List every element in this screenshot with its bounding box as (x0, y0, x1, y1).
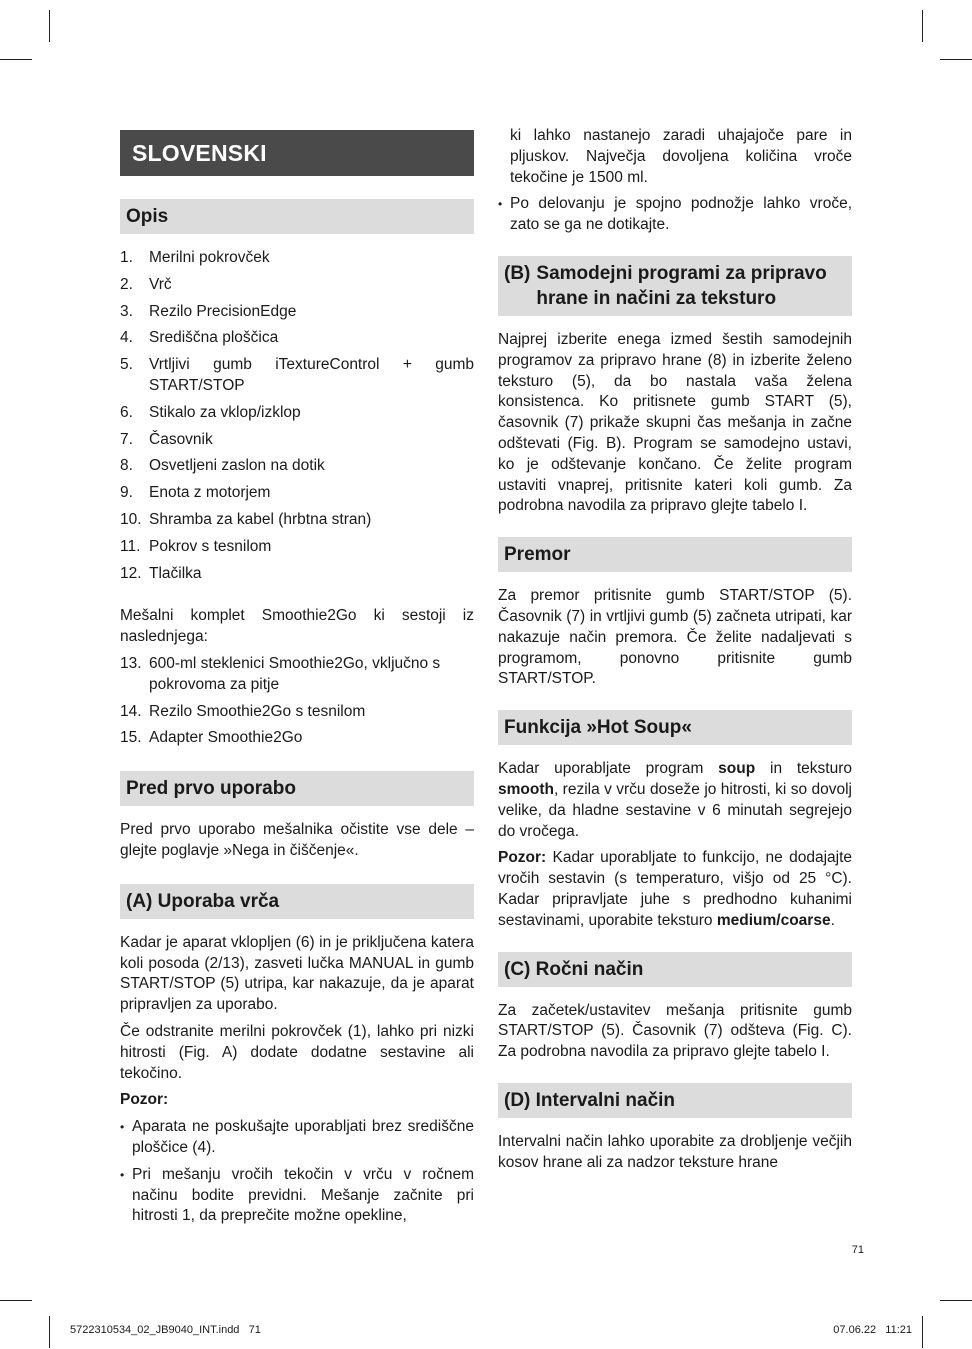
list-item: • Po delovanju je spojno podnožje lahko vroče, zato se ga ne dotikajte. (498, 195, 852, 234)
section-heading-hotsoup: Funkcija »Hot Soup« (498, 710, 852, 745)
list-item: 9. Enota z motorjem (120, 484, 271, 502)
section-heading-opis: Opis (120, 199, 474, 234)
section-heading-intervalni: (D) Intervalni način (498, 1083, 852, 1118)
rocni-text: Za začetek/ustavitev mešanja pritisnite gumb START/STOP (5). Časovnik (7) odšteva (Fig. C). Za podrobna navodila za pripravo glejte tabelo I. (498, 1001, 852, 1061)
parts-list (120, 248, 474, 584)
page-number: 71 (851, 1244, 864, 1256)
left-column (120, 130, 474, 1233)
warning-list (120, 1117, 474, 1227)
list-item: 12. Tlačilka (120, 564, 202, 582)
section-heading-pred: Pred prvo uporabo (120, 771, 474, 806)
section-heading-programi: (B) Samodejni programi za pripravo hrane in načini za teksturo (498, 256, 852, 316)
list-item: 6. Stikalo za vklop/izklop (120, 403, 301, 421)
section-heading-rocni: (C) Ročni način (498, 952, 852, 987)
right-column (498, 126, 852, 1180)
footer-date: 07.06.22 11:21 (833, 1324, 912, 1336)
list-item: 11. Pokrov s tesnilom (120, 537, 272, 555)
section-heading-uporaba: (A) Uporaba vrča (120, 884, 474, 919)
list-item: 5. Vrtljivi gumb iTextureControl + gumb START/STOP (120, 356, 474, 394)
list-item: • Aparata ne poskušajte uporabljati brez središčne ploščice (4). (120, 1118, 474, 1156)
list-item: 7. Časovnik (120, 430, 213, 448)
warning-list-cont (498, 194, 852, 236)
kit-intro: Mešalni komplet Smoothie2Go ki sestoji iz naslednjega: (120, 607, 474, 646)
list-item: 15. Adapter Smoothie2Go (120, 729, 303, 747)
list-item: 1. Merilni pokrovček (120, 249, 270, 266)
language-heading: SLOVENSKI (120, 130, 474, 176)
hotsoup-p1: Kadar uporabljate program soup in teksturo smooth, rezila v vrču doseže jo hitrosti, ki so dovolj velike, da hladne sestavine v 6 minutah segrejejo do vročega. (498, 760, 852, 840)
pozor-label: Pozor: (120, 1091, 169, 1109)
crop-mark (940, 1300, 972, 1301)
section-heading-premor: Premor (498, 537, 852, 572)
list-item: 14. Rezilo Smoothie2Go s tesnilom (120, 702, 366, 720)
crop-mark (49, 1316, 50, 1348)
crop-mark (0, 1300, 32, 1301)
hotsoup-p2: Pozor: Kadar uporabljate to funkcijo, ne dodajajte vročih sestavin (s temperaturo, višjo od 25 °C). Kadar pripravljate juhe s predhodno kuhanimi sestavinami, uporabite teksturo medium/coarse. (498, 849, 852, 929)
programi-text: Najprej izberite enega izmed šestih samodejnih programov za pripravo hrane (8) in izberite želeno teksturo (5), da bo nastala vaša želena konsistenca. Ko pritisnete gumb START (5), časovnik (7) prikaže skupni čas mešanja in začne odštevati (Fig. B). Program se samodejno ustavi, ko je odštevanje končano. Če želite program ustaviti vnaprej, pritisnite kateri koli gumb. Za podrobna navodila za pripravo glejte tabelo I. (498, 330, 852, 515)
list-item: 4. Središčna ploščica (120, 329, 279, 347)
crop-mark (922, 1316, 923, 1348)
list-item: 2. Vrč (120, 275, 172, 293)
intervalni-text: Intervalni način lahko uporabite za drobljenje večjih kosov hrane ali za nadzor teksture hrane (498, 1132, 852, 1171)
pred-text: Pred prvo uporabo mešalnika očistite vse dele – glejte poglavje »Nega in čiščenje«. (120, 821, 474, 859)
bullet-continuation: ki lahko nastanejo zaradi uhajajoče pare in pljuskov. Največja dovoljena količina vroče tekočine je 1500 ml. (510, 127, 852, 186)
crop-mark (940, 59, 972, 60)
list-item: 13. 600-ml steklenici Smoothie2Go, vključno s pokrovoma za pitje (120, 654, 441, 693)
crop-mark (922, 10, 923, 42)
premor-text: Za premor pritisnite gumb START/STOP (5). Časovnik (7) in vrtljivi gumb (5) začneta utripati, kar nakazuje način premora. Če želite nadaljevati s programom, ponovno pritisnite gumb START/STOP. (498, 587, 852, 688)
list-item: 3. Rezilo PrecisionEdge (120, 302, 297, 320)
uporaba-p1: Kadar je aparat vklopljen (6) in je priključena katera koli posoda (2/13), zasveti lučka MANUAL in gumb START/STOP (5) utripa, kar nakazuje, da je aparat pripravljen za uporabo. (120, 933, 474, 1014)
list-item: 8. Osvetljeni zaslon na dotik (120, 457, 325, 475)
crop-mark (49, 10, 50, 42)
uporaba-p2: Če odstranite merilni pokrovček (1), lahko pri nizki hitrosti (Fig. A) dodate dodatne sestavine ali tekočino. (120, 1022, 474, 1082)
list-item: • Pri mešanju vročih tekočin v vrču v ročnem načinu bodite previdni. Mešanje začnite pri hitrosti 1, da preprečite možne opekline, (120, 1165, 474, 1225)
kit-list (120, 654, 474, 749)
crop-mark (0, 59, 32, 60)
list-item: 10. Shramba za kabel (hrbtna stran) (120, 510, 372, 528)
footer-file: 5722310534_02_JB9040_INT.indd 71 (70, 1324, 261, 1336)
